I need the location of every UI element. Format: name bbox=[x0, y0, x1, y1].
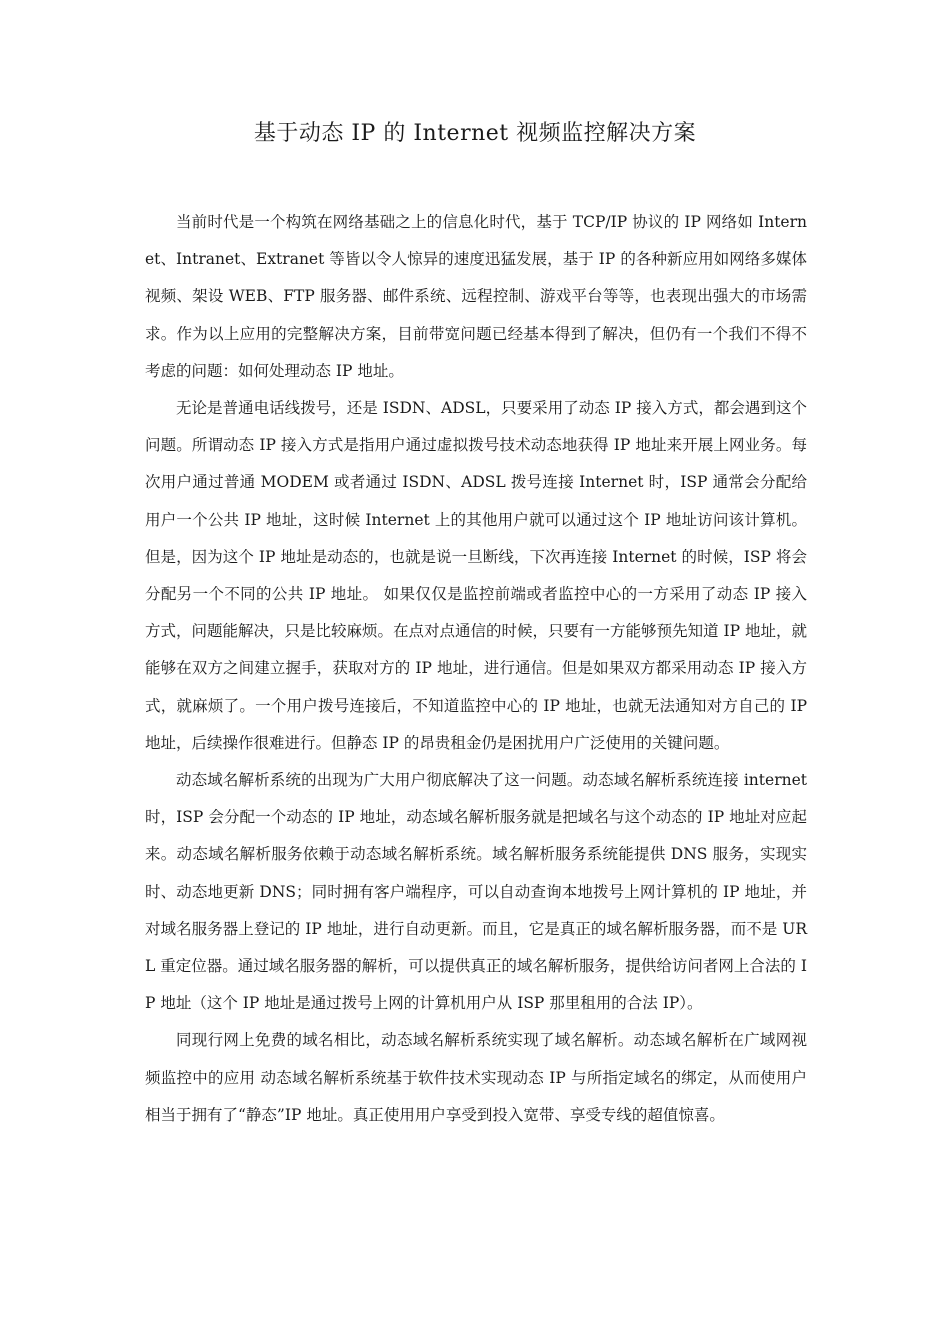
paragraph-1: 当前时代是一个构筑在网络基础之上的信息化时代，基于 TCP/IP 协议的 IP 网络如 Internet、Intranet、Extranet 等皆以令人惊异的速度迅猛发展，基于 IP 的各种新应用如网络多媒体视频、架设 WEB、FTP 服务器、邮件系统、远程控制、游戏平台等等，也表现出强大的市场需求。作为以上应用的完整解决方案，目前带宽问题已经基本得到了解决，但仍有一个我们不得不考虑的问题：如何处理动态 IP 地址。 bbox=[145, 213, 807, 380]
paragraph-2: 无论是普通电话线拨号，还是 ISDN、ADSL，只要采用了动态 IP 接入方式，都会遇到这个问题。所谓动态 IP 接入方式是指用户通过虚拟拨号技术动态地获得 IP 地址来开展上网业务。每次用户通过普通 MODEM 或者通过 ISDN、ADSL 拨号连接 Internet 时，ISP 通常会分配给用户一个公共 IP 地址，这时候 Internet 上的其他用户就可以通过这个 IP 地址访问该计算机。但是，因为这个 IP 地址是动态的，也就是说一旦断线，下次再连接 Internet 的时候，ISP 将会分配另一个不同的公共 IP 地址。 如果仅仅是监控前端或者监控中心的一方采用了动态 IP 接入方式，问题能解决，只是比较麻烦。在点对点通信的时候，只要有一方能够预先知道 IP 地址，就能够在双方之间建立握手，获取对方的 IP 地址，进行通信。但是如果双方都采用动态 IP 接入方式，就麻烦了。一个用户拨号连接后，不知道监控中心的 IP 地址，也就无法通知对方自己的 IP 地址，后续操作很难进行。但静态 IP 的昂贵租金仍是困扰用户广泛使用的关键问题。 bbox=[145, 399, 807, 752]
paragraph-4: 同现行网上免费的域名相比，动态域名解析系统实现了域名解析。动态域名解析在广域网视频监控中的应用 动态域名解析系统基于软件技术实现动态 IP 与所指定域名的绑定，从而使用户相当于拥有了“静态”IP 地址。真正使用用户享受到投入宽带、享受专线的超值惊喜。 bbox=[145, 1031, 807, 1124]
document-body bbox=[145, 204, 807, 1134]
document-title: 基于动态 IP 的 Internet 视频监控解决方案 bbox=[253, 121, 697, 146]
paragraph-3: 动态域名解析系统的出现为广大用户彻底解决了这一问题。动态域名解析系统连接 internet 时，ISP 会分配一个动态的 IP 地址，动态域名解析服务就是把域名与这个动态的 IP 地址对应起来。动态域名解析服务依赖于动态域名解析系统。域名解析服务系统能提供 DNS 服务，实现实时、动态地更新 DNS；同时拥有客户端程序，可以自动查询本地拨号上网计算机的 IP 地址，并对域名服务器上登记的 IP 地址，进行自动更新。而且，它是真正的域名解析服务器，而不是 URL 重定位器。通过域名服务器的解析，可以提供真正的域名解析服务，提供给访问者网上合法的 IP 地址（这个 IP 地址是通过拨号上网的计算机用户从 ISP 那里租用的合法 IP）。 bbox=[145, 771, 807, 1013]
